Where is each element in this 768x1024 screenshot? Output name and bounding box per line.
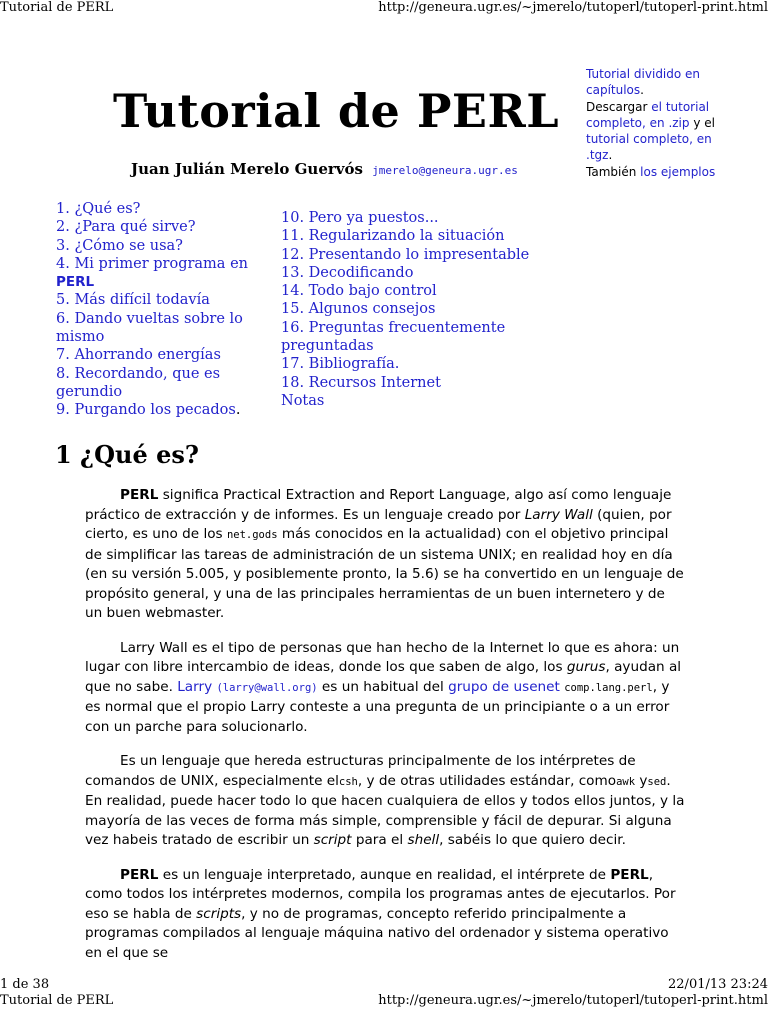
toc-item-7[interactable]: 7. Ahorrando energías — [56, 347, 221, 364]
sed-term: sed — [647, 775, 667, 788]
toc-item-5[interactable]: 5. Más difícil todavía — [56, 292, 210, 309]
sidebox-text-download: Descargar — [586, 99, 648, 114]
print-footer-page-num: 1 de 38 — [0, 977, 50, 992]
scripts-term: scripts — [196, 905, 242, 922]
larry-wall-name: Larry Wall — [524, 506, 593, 523]
author-email-link[interactable]: jmerelo@geneura.ugr.es — [372, 164, 518, 177]
section-heading: 1 ¿Qué es? — [55, 440, 199, 469]
toc-item-14[interactable]: 14. Todo bajo control — [281, 283, 437, 300]
toc-left-column — [56, 200, 256, 420]
download-sidebox — [586, 66, 726, 180]
larry-email-link[interactable]: (larry@wall.org) — [216, 681, 318, 694]
toc-item-8[interactable]: 8. Recordando, que es gerundio — [56, 365, 221, 400]
print-footer-title: Tutorial de PERL — [0, 993, 114, 1008]
net-gods-term: net.gods — [226, 529, 278, 541]
print-footer-url: http://geneura.ugr.es/~jmerelo/tutoperl/tutoperl-print.html — [378, 993, 768, 1008]
examples-link[interactable]: los ejemplos — [640, 164, 716, 179]
toc-item-12[interactable]: 12. Presentando lo impresentable — [281, 246, 530, 263]
script-term: script — [313, 832, 352, 848]
paragraph-4: PERL es un lenguaje interpretado, aunque en realidad, el intérprete de PERL, como todos los intérpretes modernos, compila los programas antes de ejecutarlos. Por eso se habla de scripts, y no de programas, concepto referido principalmente a programas compilados al lenguaje máquina nativo del ordenador y sistema operativo en el que se — [85, 866, 676, 961]
usenet-group-name: comp.lang.perl — [564, 681, 653, 694]
print-header-url: http://geneura.ugr.es/~jmerelo/tutoperl/tutoperl-print.html — [378, 0, 768, 15]
toc-item-notas[interactable]: Notas — [281, 392, 325, 409]
toc-item-4[interactable]: 4. Mi primer programa en — [56, 255, 248, 272]
toc-right-column — [281, 209, 541, 410]
toc-item-18[interactable]: 18. Recursos Internet — [281, 374, 441, 391]
sidebox-dot-1: . — [640, 83, 644, 98]
toc-item-16[interactable]: 16. Preguntas frecuentemente preguntadas — [281, 319, 506, 355]
print-footer-datetime: 22/01/13 23:24 — [668, 977, 768, 992]
csh-term: csh — [338, 775, 358, 788]
download-zip-link[interactable]: el tutorial completo, en .zip — [586, 99, 710, 130]
page-title: Tutorial de PERL — [113, 84, 560, 138]
print-header-title: Tutorial de PERL — [0, 0, 114, 15]
toc-item-4-perl[interactable]: PERL — [56, 274, 95, 291]
toc-item-13[interactable]: 13. Decodificando — [281, 264, 414, 281]
sidebox-text-also: También — [586, 164, 637, 179]
toc-item-10[interactable]: 10. Pero ya puestos... — [281, 210, 439, 226]
awk-term: awk — [616, 775, 636, 788]
usenet-group-link[interactable]: grupo de usenet — [448, 678, 560, 695]
sidebox-dot-2: . — [608, 148, 613, 163]
toc-item-1[interactable]: 1. ¿Qué es? — [56, 201, 141, 217]
gurus-term: gurus — [566, 659, 606, 675]
author-name: Juan Julián Merelo Guervós — [131, 160, 363, 178]
section-body — [85, 486, 685, 978]
toc-item-9[interactable]: 9. Purgando los pecados — [56, 402, 236, 419]
toc-item-15[interactable]: 15. Algunos consejos — [281, 301, 436, 318]
shell-term: shell — [407, 832, 440, 848]
author-line — [131, 160, 518, 178]
larry-link[interactable]: Larry — [177, 678, 213, 695]
download-tgz-link[interactable]: tutorial completo, en .tgz — [586, 132, 712, 163]
toc-item-3[interactable]: 3. ¿Cómo se usa? — [56, 237, 183, 254]
paragraph-1: PERL significa Practical Extraction and Report Language, algo así como lenguaje práctico de extracción y de informes. Es un lenguaje creado por Larry Wall (quien, por cierto, es uno de los net.gods más conocidos en la actualidad) con el objetivo principal de simplificar las tareas de administración de un sistema UNIX; en realidad hoy en día (en su versión 5.005, y posiblemente pronto, la 5.6) se ha convertido en un lenguaje de propósito general, y una de las principales herramientas de un buen internetero y de un buen webmaster. — [85, 487, 684, 621]
toc-item-2[interactable]: 2. ¿Para qué sirve? — [56, 219, 196, 236]
chapters-link[interactable]: Tutorial dividido en capítulos — [586, 67, 701, 98]
paragraph-3: Es un lenguaje que hereda estructuras principalmente de los intérpretes de comandos de UNIX, especialmente elcsh, y de otras utilidades estándar, comoawk ysed. En realidad, puede hacer todo lo que hacen cualquiera de ellos y todos ellos juntos, y la mayoría de las veces de forma más simple, comprensible y fácil de depurar. Si alguna vez habeis tratado de escribir un script para el shell, sabéis lo que quiero decir. — [85, 753, 685, 848]
sidebox-text-and: y el — [693, 115, 715, 130]
toc-item-17[interactable]: 17. Bibliografía. — [281, 356, 400, 373]
paragraph-2: Larry Wall es el tipo de personas que han hecho de la Internet lo que es ahora: un lugar con libre intercambio de ideas, donde los que saben de algo, los gurus, ayudan al que no sabe. Larry (larry@wall.org) es un habitual del grupo de usenet comp.lang.perl, y es normal que el propio Larry conteste a una pregunta de un principiante o a un error con un parche para solucionarlo. — [85, 639, 682, 735]
toc-item-9-dot: . — [235, 402, 241, 419]
toc-item-11[interactable]: 11. Regularizando la situación — [281, 228, 505, 245]
toc-item-6[interactable]: 6. Dando vueltas sobre lo mismo — [56, 310, 243, 346]
perl-term: PERL — [120, 487, 159, 503]
